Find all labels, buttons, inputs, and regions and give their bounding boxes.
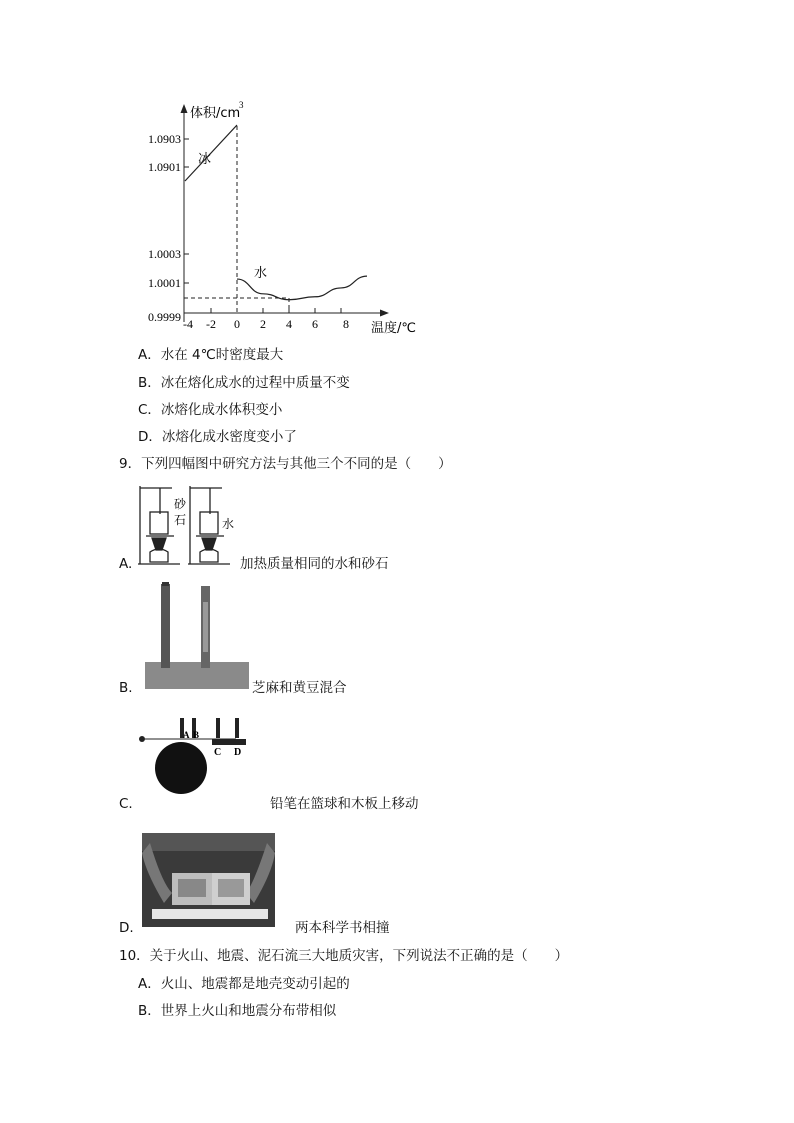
- q10-option-a: A．火山、地震都是地壳变动引起的: [138, 976, 350, 992]
- x-tick-label: 2: [260, 317, 266, 331]
- q10-option-b: B．世界上火山和地震分布带相似: [138, 1003, 337, 1019]
- q9-option-b-caption: 芝麻和黄豆混合: [252, 680, 347, 696]
- y-axis-label-sup: 3: [239, 100, 244, 110]
- q9-option-a-letter: A.: [119, 556, 133, 572]
- q9-option-c-letter: C.: [119, 796, 133, 812]
- x-tick-label: -4: [183, 317, 193, 331]
- y-tick-label: 1.0003: [148, 247, 181, 261]
- y-tick-label: 0.9999: [148, 310, 181, 324]
- y-axis-arrow: [181, 104, 188, 113]
- y-axis-label: 体积/cm: [190, 106, 241, 121]
- label-sand: 砂: [174, 497, 187, 511]
- point-label-b: B: [193, 730, 200, 740]
- q8-option-d: D．冰熔化成水密度变小了: [138, 429, 297, 445]
- label-stone: 石: [174, 513, 187, 527]
- label-water: 水: [222, 517, 235, 531]
- q9-option-d-letter: D.: [119, 920, 134, 936]
- x-axis-label: 温度/℃: [371, 321, 416, 336]
- q9-option-d-caption: 两本科学书相撞: [295, 920, 390, 936]
- density-chart: [0, 0, 794, 345]
- point-label-d: D: [234, 747, 242, 758]
- q9-option-b-letter: B.: [119, 680, 133, 696]
- q9-option-c-caption: 铅笔在篮球和木板上移动: [270, 796, 419, 812]
- y-tick-label: 1.0903: [148, 132, 181, 146]
- x-axis-arrow: [380, 310, 389, 317]
- series-label-water: 水: [254, 266, 268, 281]
- q8-option-a: A．水在 4℃时密度最大: [138, 347, 284, 363]
- point-label-a: A: [183, 730, 190, 740]
- x-tick-label: 6: [312, 317, 318, 331]
- x-tick-label: 8: [343, 317, 349, 331]
- x-tick-label: 0: [234, 317, 240, 331]
- q10-stem: 10．关于火山、地震、泥石流三大地质灾害，下列说法不正确的是（ ）: [119, 948, 569, 964]
- x-tick-label: 4: [286, 317, 292, 331]
- q9-stem: 9．下列四幅图中研究方法与其他三个不同的是（ ）: [119, 456, 452, 472]
- x-tick-label: -2: [206, 317, 216, 331]
- sesame-soybean-photo: [145, 582, 249, 690]
- pencil-ball-board-figure: [138, 714, 250, 796]
- q9-option-a-caption: 加热质量相同的水和砂石: [240, 556, 389, 572]
- series-label-ice: 冰: [198, 152, 212, 167]
- q8-option-b: B．冰在熔化成水的过程中质量不变: [138, 375, 350, 391]
- books-collision-photo: [142, 833, 275, 927]
- y-tick-label: 1.0901: [148, 160, 181, 174]
- y-tick-label: 1.0001: [148, 276, 181, 290]
- q8-option-c: C．冰熔化成水体积变小: [138, 402, 283, 418]
- point-label-c: C: [214, 747, 222, 758]
- heating-apparatus-figure: [136, 484, 242, 570]
